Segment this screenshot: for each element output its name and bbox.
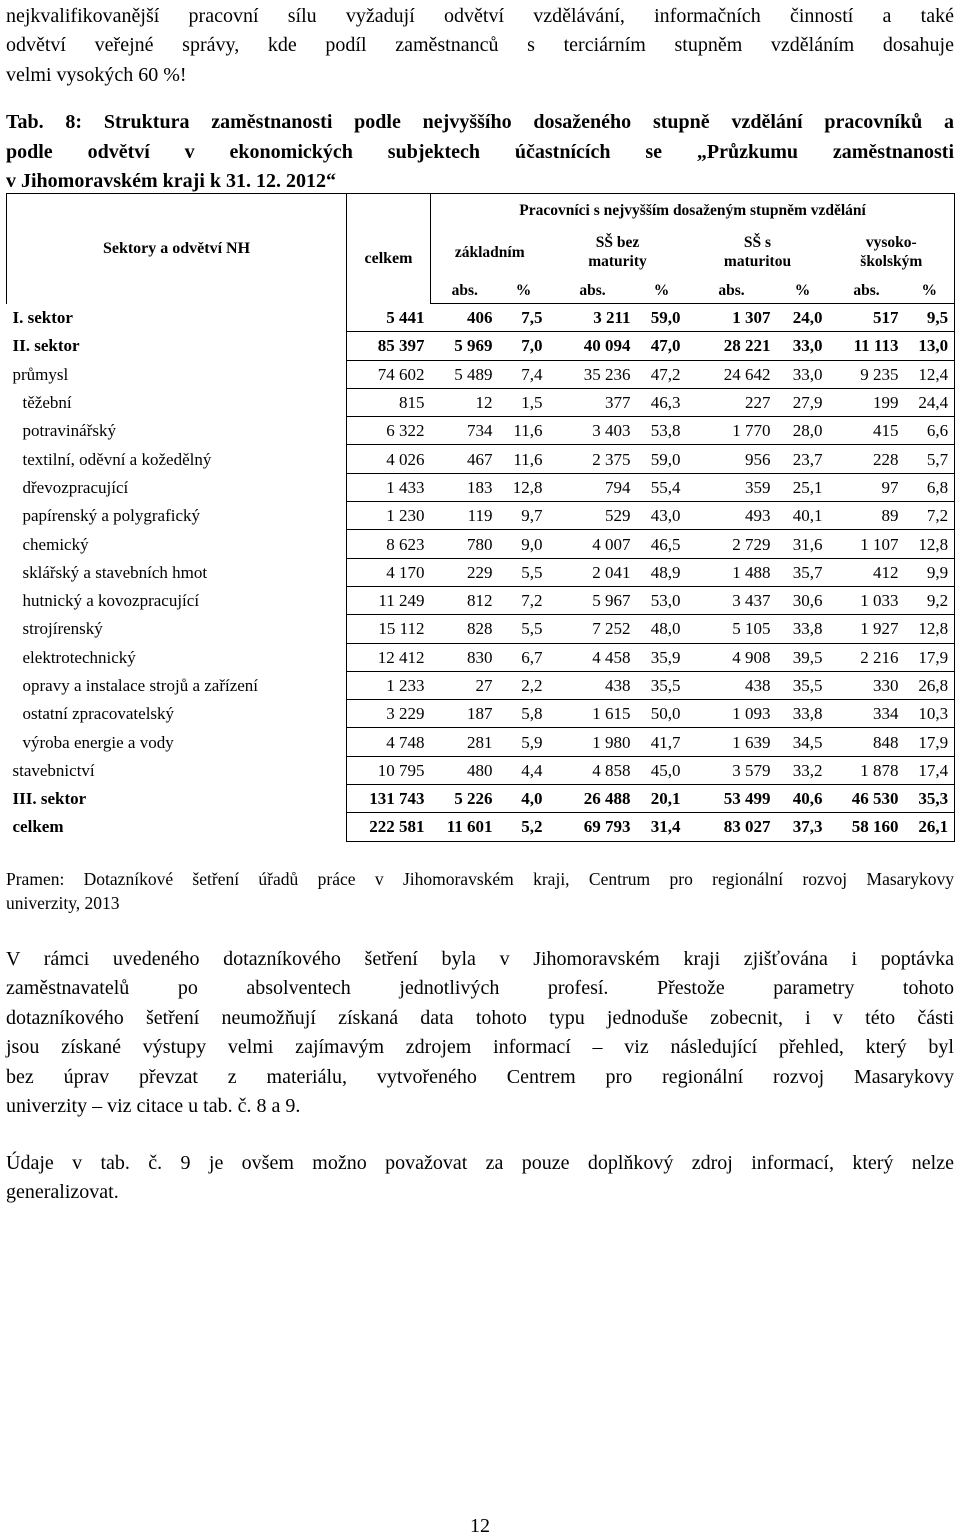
cell-total: 4 026 (347, 445, 431, 473)
header-group: Pracovníci s nejvyšším dosaženým stupněm vzdělání (431, 194, 955, 227)
cell-value: 12,8 (905, 530, 955, 558)
cell-value: 11,6 (499, 417, 549, 445)
cell-total: 15 112 (347, 615, 431, 643)
cell-value: 11 113 (829, 332, 905, 360)
cell-value: 35 236 (549, 360, 637, 388)
cell-value: 33,0 (777, 332, 829, 360)
cell-value: 438 (549, 671, 637, 699)
cell-value: 780 (431, 530, 499, 558)
text-line: zaměstnavatelů po absolventech jednotlivých profesí. Přestože parametry tohoto (6, 977, 954, 1000)
cell-value: 48,0 (637, 615, 687, 643)
cell-value: 734 (431, 417, 499, 445)
cell-value: 31,6 (777, 530, 829, 558)
header-total: celkem (347, 194, 431, 304)
cell-total: 4 170 (347, 558, 431, 586)
cell-value: 229 (431, 558, 499, 586)
cell-value: 24,0 (777, 304, 829, 332)
cell-value: 2 729 (687, 530, 777, 558)
text-line: nejkvalifikovanější pracovní sílu vyžadují odvětví vzdělávání, informačních činností a také (6, 5, 954, 27)
cell-value: 28,0 (777, 417, 829, 445)
cell-total: 1 433 (347, 473, 431, 501)
table-header (7, 194, 955, 304)
cell-value: 12,4 (905, 360, 955, 388)
cell-value: 33,0 (777, 360, 829, 388)
cell-value: 3 437 (687, 586, 777, 614)
cell-value: 2 041 (549, 558, 637, 586)
cell-value: 281 (431, 728, 499, 756)
cell-value: 50,0 (637, 700, 687, 728)
cell-value: 2,2 (499, 671, 549, 699)
cell-value: 334 (829, 700, 905, 728)
cell-value: 5 489 (431, 360, 499, 388)
cell-value: 5 969 (431, 332, 499, 360)
table-source (6, 867, 954, 915)
cell-value: 5,7 (905, 445, 955, 473)
cell-value: 5 967 (549, 586, 637, 614)
cell-value: 40,6 (777, 785, 829, 813)
caption-line: podle odvětví v ekonomických subjektech účastnících se „Průzkumu zaměstnanosti (6, 140, 954, 163)
cell-value: 5,8 (499, 700, 549, 728)
cell-value: 69 793 (549, 813, 637, 841)
cell-value: 228 (829, 445, 905, 473)
subheader-cell: % (777, 278, 829, 304)
cell-value: 4,0 (499, 785, 549, 813)
cell-value: 20,1 (637, 785, 687, 813)
cell-total: 74 602 (347, 360, 431, 388)
cell-value: 12,8 (905, 615, 955, 643)
subheader-cell: % (499, 278, 549, 304)
table-row (7, 502, 955, 530)
cell-value: 199 (829, 388, 905, 416)
cell-value: 35,3 (905, 785, 955, 813)
cell-value: 2 375 (549, 445, 637, 473)
cell-value: 412 (829, 558, 905, 586)
table-row (7, 304, 955, 332)
cell-value: 31,4 (637, 813, 687, 841)
cell-value: 11 601 (431, 813, 499, 841)
cell-value: 27,9 (777, 388, 829, 416)
cell-value: 330 (829, 671, 905, 699)
cell-value: 187 (431, 700, 499, 728)
header-level-label: základním (454, 243, 525, 261)
row-label: hutnický a kovozpracující (22, 591, 200, 611)
text-line: bez úprav převzat z materiálu, vytvořeného Centrem pro regionální rozvoj Masarykovy (6, 1065, 954, 1088)
cell-value: 7 252 (549, 615, 637, 643)
cell-value: 3 579 (687, 756, 777, 784)
cell-value: 35,9 (637, 643, 687, 671)
cell-value: 26,1 (905, 813, 955, 841)
cell-value: 24,4 (905, 388, 955, 416)
cell-value: 1,5 (499, 388, 549, 416)
cell-value: 5 105 (687, 615, 777, 643)
cell-value: 4 858 (549, 756, 637, 784)
cell-value: 9,7 (499, 502, 549, 530)
subheader-cell: abs. (687, 278, 777, 304)
cell-value: 17,4 (905, 756, 955, 784)
cell-value: 46,3 (637, 388, 687, 416)
cell-value: 7,5 (499, 304, 549, 332)
table-row (7, 700, 955, 728)
cell-value: 59,0 (637, 445, 687, 473)
cell-value: 35,7 (777, 558, 829, 586)
cell-total: 1 233 (347, 671, 431, 699)
cell-value: 1 307 (687, 304, 777, 332)
table-row (7, 445, 955, 473)
row-label: potravinářský (22, 421, 116, 441)
cell-value: 6,8 (905, 473, 955, 501)
cell-value: 39,5 (777, 643, 829, 671)
row-label: dřevozpracující (22, 477, 129, 497)
row-label: výroba energie a vody (22, 732, 174, 752)
cell-value: 828 (431, 615, 499, 643)
header-level-ss-bez (549, 226, 687, 278)
cell-value: 1 615 (549, 700, 637, 728)
cell-value: 467 (431, 445, 499, 473)
row-label: sklářský a stavebních hmot (22, 562, 208, 582)
cell-value: 34,5 (777, 728, 829, 756)
cell-value: 4,4 (499, 756, 549, 784)
cell-value: 47,0 (637, 332, 687, 360)
cell-value: 33,2 (777, 756, 829, 784)
text-line: odvětví veřejné správy, kde podíl zaměstnanců s terciárním stupněm vzděláním dosahuje (6, 34, 954, 57)
cell-value: 83 027 (687, 813, 777, 841)
cell-value: 12,8 (499, 473, 549, 501)
cell-value: 48,9 (637, 558, 687, 586)
cell-total: 4 748 (347, 728, 431, 756)
page-number: 12 (470, 1515, 490, 1537)
cell-value: 1 878 (829, 756, 905, 784)
cell-value: 89 (829, 502, 905, 530)
row-label: strojírenský (22, 619, 103, 639)
cell-value: 1 107 (829, 530, 905, 558)
cell-value: 1 980 (549, 728, 637, 756)
cell-value: 517 (829, 304, 905, 332)
cell-value: 35,5 (637, 671, 687, 699)
cell-value: 40,1 (777, 502, 829, 530)
cell-value: 9,0 (499, 530, 549, 558)
row-label: celkem (12, 817, 64, 837)
cell-value: 4 908 (687, 643, 777, 671)
note-paragraph (6, 1149, 954, 1208)
cell-value: 24 642 (687, 360, 777, 388)
cell-value: 46,5 (637, 530, 687, 558)
text-line: velmi vysokých 60 %! (6, 63, 187, 86)
source-line: univerzity, 2013 (6, 893, 120, 913)
cell-value: 6,7 (499, 643, 549, 671)
cell-value: 53 499 (687, 785, 777, 813)
cell-value: 415 (829, 417, 905, 445)
cell-value: 3 211 (549, 304, 637, 332)
cell-total: 222 581 (347, 813, 431, 841)
cell-value: 12 (431, 388, 499, 416)
cell-value: 377 (549, 388, 637, 416)
cell-value: 40 094 (549, 332, 637, 360)
subheader-cell: % (905, 278, 955, 304)
cell-value: 97 (829, 473, 905, 501)
cell-value: 1 488 (687, 558, 777, 586)
text-line: Údaje v tab. č. 9 je ovšem možno považovat za pouze doplňkový zdroj informací, který nelze (6, 1152, 954, 1174)
text-line: univerzity – viz citace u tab. č. 8 a 9. (6, 1094, 301, 1117)
cell-value: 480 (431, 756, 499, 784)
cell-value: 58 160 (829, 813, 905, 841)
cell-value: 27 (431, 671, 499, 699)
table-body (7, 304, 955, 842)
cell-value: 13,0 (905, 332, 955, 360)
table-row (7, 417, 955, 445)
cell-value: 26,8 (905, 671, 955, 699)
cell-value: 28 221 (687, 332, 777, 360)
cell-total: 131 743 (347, 785, 431, 813)
cell-value: 11,6 (499, 445, 549, 473)
table-row (7, 813, 955, 841)
cell-total: 5 441 (347, 304, 431, 332)
header-level-vs (829, 226, 955, 278)
cell-value: 812 (431, 586, 499, 614)
row-label: II. sektor (12, 336, 80, 356)
cell-value: 2 216 (829, 643, 905, 671)
cell-value: 406 (431, 304, 499, 332)
cell-value: 438 (687, 671, 777, 699)
table-row (7, 643, 955, 671)
cell-total: 10 795 (347, 756, 431, 784)
cell-total: 12 412 (347, 643, 431, 671)
row-label: chemický (22, 534, 89, 554)
cell-value: 5,9 (499, 728, 549, 756)
text-line: dotazníkového šetření neumožňují získaná data tohoto typu jednoduše zobecnit, i v této části (6, 1006, 954, 1029)
cell-value: 1 927 (829, 615, 905, 643)
table-row (7, 360, 955, 388)
cell-value: 1 770 (687, 417, 777, 445)
table-row (7, 473, 955, 501)
cell-value: 227 (687, 388, 777, 416)
table-row (7, 785, 955, 813)
row-label: papírenský a polygrafický (22, 506, 200, 526)
table-row (7, 728, 955, 756)
subheader-cell: % (637, 278, 687, 304)
cell-value: 43,0 (637, 502, 687, 530)
cell-value: 17,9 (905, 643, 955, 671)
cell-value: 3 403 (549, 417, 637, 445)
cell-value: 53,8 (637, 417, 687, 445)
subheader-cell: abs. (431, 278, 499, 304)
cell-value: 53,0 (637, 586, 687, 614)
table-row (7, 388, 955, 416)
cell-value: 9,5 (905, 304, 955, 332)
header-level-label: vysoko- (865, 234, 917, 251)
cell-total: 85 397 (347, 332, 431, 360)
header-level-label: maturity (588, 253, 647, 270)
cell-value: 41,7 (637, 728, 687, 756)
cell-value: 9,2 (905, 586, 955, 614)
row-label: elektrotechnický (22, 647, 136, 667)
cell-value: 956 (687, 445, 777, 473)
cell-value: 493 (687, 502, 777, 530)
cell-value: 119 (431, 502, 499, 530)
cell-value: 33,8 (777, 615, 829, 643)
header-level-label: SŠ s (743, 234, 772, 251)
cell-value: 17,9 (905, 728, 955, 756)
cell-value: 1 033 (829, 586, 905, 614)
cell-value: 1 639 (687, 728, 777, 756)
cell-value: 33,8 (777, 700, 829, 728)
table-row (7, 332, 955, 360)
body-paragraph (6, 945, 954, 1121)
cell-value: 6,6 (905, 417, 955, 445)
cell-value: 25,1 (777, 473, 829, 501)
cell-value: 830 (431, 643, 499, 671)
header-level-label: školským (860, 253, 923, 270)
cell-value: 7,0 (499, 332, 549, 360)
row-label: I. sektor (12, 308, 73, 328)
cell-value: 7,2 (499, 586, 549, 614)
header-level-basic (431, 226, 549, 278)
header-level-ss-s (687, 226, 829, 278)
text-line: jsou získané výstupy velmi zajímavým zdrojem informací – viz následující přehled, který byl (6, 1036, 954, 1059)
table-caption (6, 108, 954, 197)
cell-value: 4 458 (549, 643, 637, 671)
cell-value: 9 235 (829, 360, 905, 388)
text-line: V rámci uvedeného dotazníkového šetření byla v Jihomoravském kraji zjišťována i poptávka (6, 948, 954, 970)
table-row (7, 586, 955, 614)
table-row (7, 558, 955, 586)
row-label: textilní, oděvní a kožedělný (22, 449, 212, 469)
table-row (7, 756, 955, 784)
cell-value: 1 093 (687, 700, 777, 728)
row-label: těžební (22, 393, 72, 413)
cell-value: 30,6 (777, 586, 829, 614)
cell-value: 59,0 (637, 304, 687, 332)
row-label: stavebnictví (12, 760, 95, 780)
cell-value: 46 530 (829, 785, 905, 813)
row-label: průmysl (12, 364, 69, 384)
cell-value: 183 (431, 473, 499, 501)
intro-paragraph (6, 2, 954, 90)
caption-line: v Jihomoravském kraji k 31. 12. 2012“ (6, 170, 336, 192)
row-label: opravy a instalace strojů a zařízení (22, 676, 259, 695)
caption-line: Tab. 8: Struktura zaměstnanosti podle nejvyššího dosaženého stupně vzdělání pracovníků a (6, 111, 954, 133)
cell-total: 3 229 (347, 700, 431, 728)
cell-value: 5 226 (431, 785, 499, 813)
cell-value: 848 (829, 728, 905, 756)
employment-table (6, 193, 955, 842)
cell-total: 6 322 (347, 417, 431, 445)
header-level-label: maturitou (723, 253, 792, 270)
table-row (7, 530, 955, 558)
cell-total: 815 (347, 388, 431, 416)
cell-total: 8 623 (347, 530, 431, 558)
cell-value: 5,5 (499, 558, 549, 586)
cell-value: 5,5 (499, 615, 549, 643)
cell-value: 47,2 (637, 360, 687, 388)
cell-value: 359 (687, 473, 777, 501)
subheader-cell: abs. (549, 278, 637, 304)
cell-value: 7,4 (499, 360, 549, 388)
cell-value: 45,0 (637, 756, 687, 784)
header-sectors: Sektory a odvětví NH (7, 194, 347, 304)
source-line: Pramen: Dotazníkové šetření úřadů práce v Jihomoravském kraji, Centrum pro regionální rozvoj Masarykovy (6, 869, 954, 889)
cell-value: 794 (549, 473, 637, 501)
cell-value: 5,2 (499, 813, 549, 841)
text-line: generalizovat. (6, 1181, 119, 1204)
subheader-cell: abs. (829, 278, 905, 304)
cell-value: 9,9 (905, 558, 955, 586)
cell-value: 55,4 (637, 473, 687, 501)
cell-value: 529 (549, 502, 637, 530)
table-row (7, 671, 955, 699)
header-level-label: SŠ bez (595, 234, 640, 251)
cell-total: 11 249 (347, 586, 431, 614)
row-label: ostatní zpracovatelský (22, 704, 175, 724)
cell-total: 1 230 (347, 502, 431, 530)
cell-value: 7,2 (905, 502, 955, 530)
row-label: III. sektor (12, 789, 87, 809)
table-row (7, 615, 955, 643)
cell-value: 35,5 (777, 671, 829, 699)
cell-value: 4 007 (549, 530, 637, 558)
cell-value: 10,3 (905, 700, 955, 728)
cell-value: 23,7 (777, 445, 829, 473)
cell-value: 26 488 (549, 785, 637, 813)
cell-value: 37,3 (777, 813, 829, 841)
